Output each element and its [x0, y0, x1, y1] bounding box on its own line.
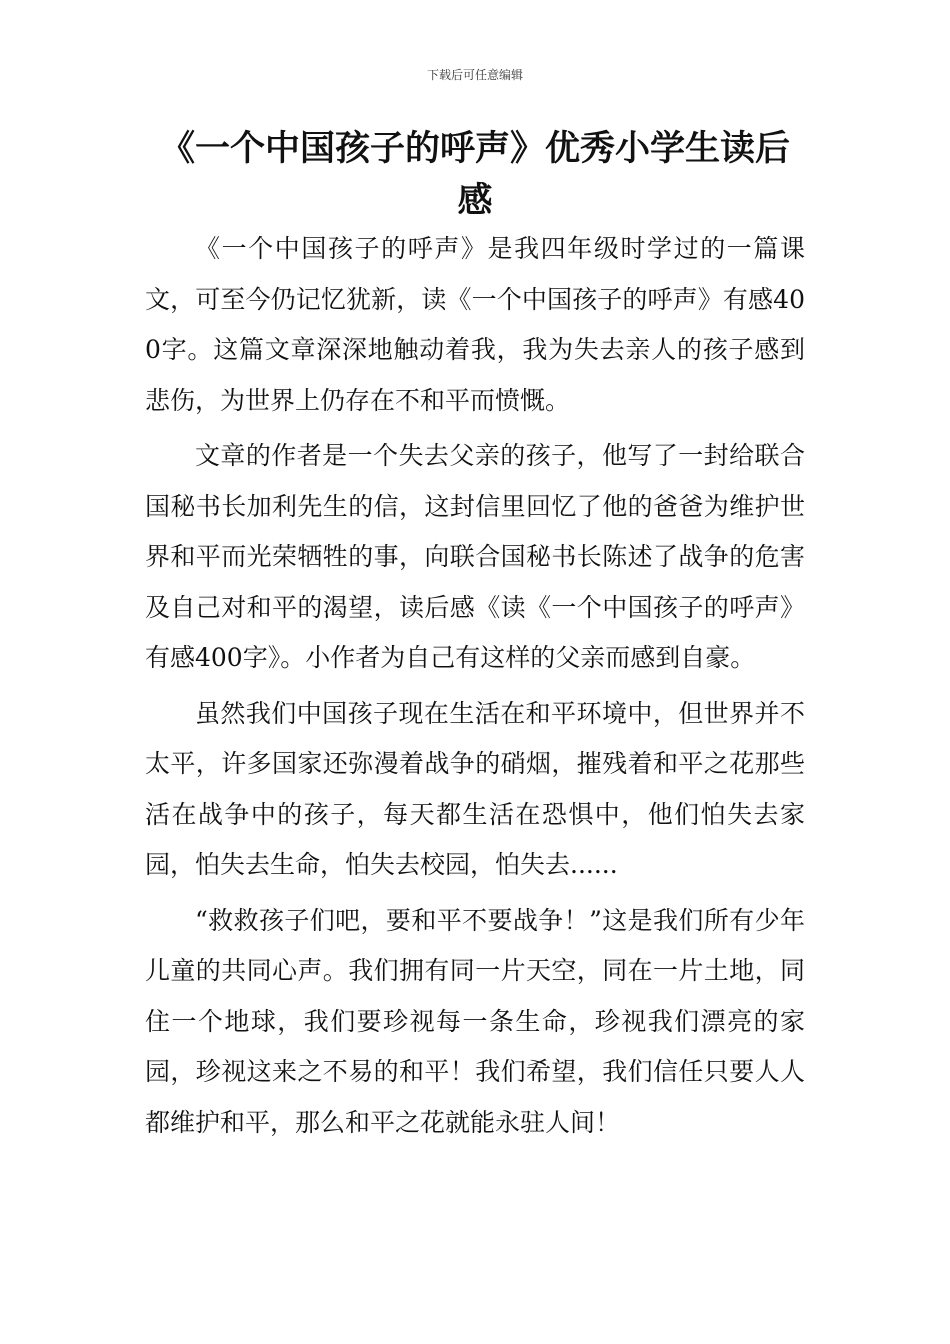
article-body [145, 224, 805, 1153]
paragraph-4: “救救孩子们吧，要和平不要战争！”这是我们所有少年儿童的共同心声。我们拥有同一片天空，同在一片土地，同住一个地球，我们要珍视每一条生命，珍视我们漂亮的家园，珍视这来之不易的和平！我们希望，我们信任只要人人都维护和平，那么和平之花就能永驻人间！ [145, 905, 805, 1137]
paragraph-3: 虽然我们中国孩子现在生活在和平环境中，但世界并不太平，许多国家还弥漫着战争的硝烟，摧残着和平之花那些活在战争中的孩子，每天都生活在恐惧中，他们怕失去家园，怕失去生命，怕失去校园，怕失去...... [145, 698, 805, 879]
paragraph-1: 《一个中国孩子的呼声》是我四年级时学过的一篇课文，可至今仍记忆犹新，读《一个中国孩子的呼声》有感400字。这篇文章深深地触动着我，我为失去亲人的孩子感到悲伤，为世界上仍存在不和平而愤慨。 [145, 234, 805, 415]
page-title: 《一个中国孩子的呼声》优秀小学生读后感 [159, 129, 790, 221]
header-note: 下载后可任意编辑 [426, 68, 523, 82]
paragraph-2: 文章的作者是一个失去父亲的孩子，他写了一封给联合国秘书长加利先生的信，这封信里回忆了他的爸爸为维护世界和平而光荣牺牲的事，向联合国秘书长陈述了战争的危害及自己对和平的渴望，读后感《读《一个中国孩子的呼声》有感400字》。小作者为自己有这样的父亲而感到自豪。 [145, 441, 805, 672]
